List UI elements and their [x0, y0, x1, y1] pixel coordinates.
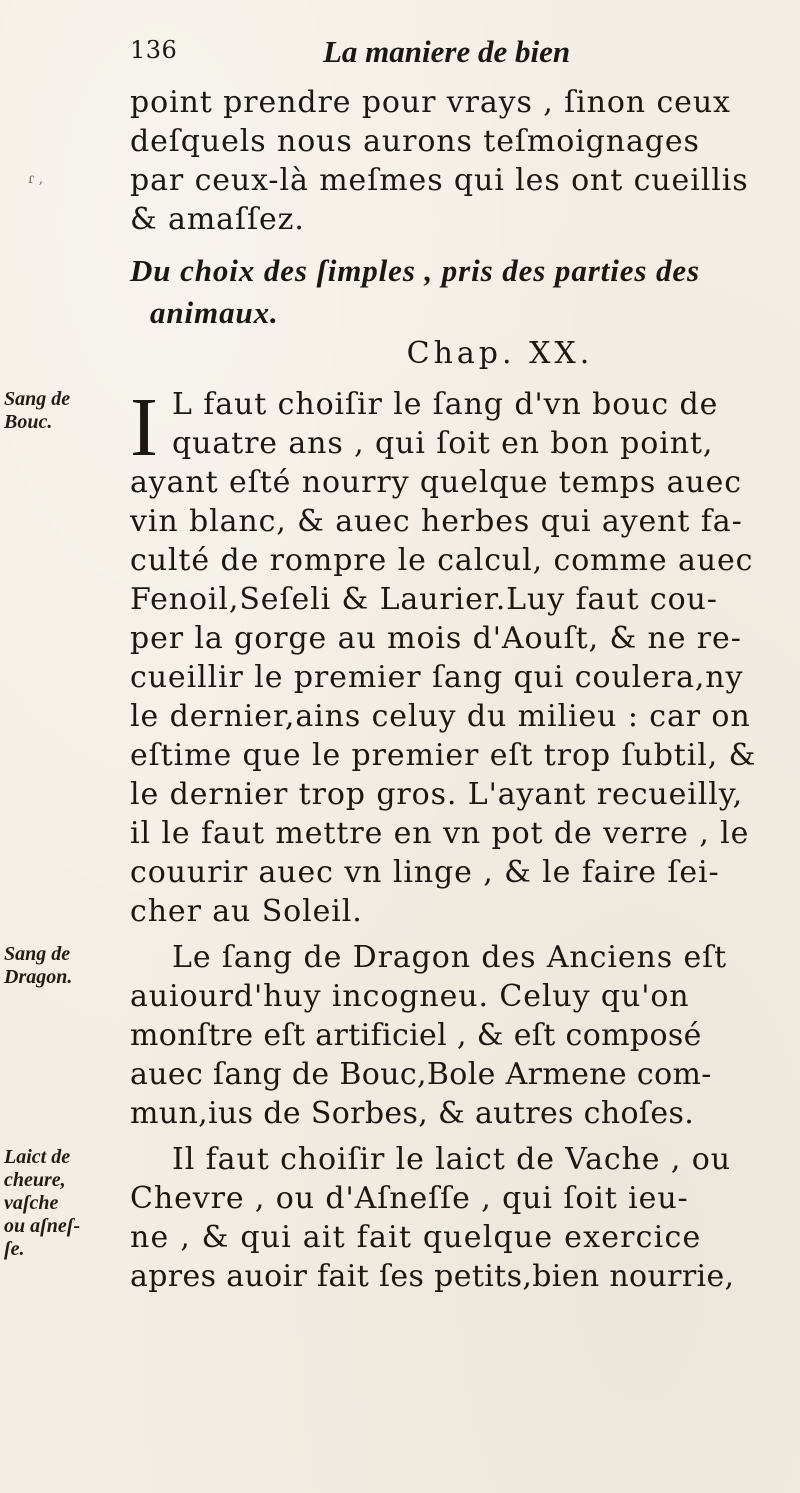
body-line: Le ſang de Dragon des Anciens eſt: [172, 940, 728, 975]
margin-note-line: Laict de: [4, 1146, 71, 1168]
body-line: eſtime que le premier eſt trop ſubtil, &: [130, 738, 757, 773]
section-title-line: Du choix des ſimples , pris des parties des: [130, 253, 700, 288]
running-head: [130, 28, 780, 74]
body-line: apres auoir fait ſes petits,bien nourrie,: [130, 1259, 735, 1294]
body-line: quatre ans , qui ſoit en bon point,: [172, 426, 714, 461]
margin-note-line: Bouc.: [4, 411, 53, 433]
body-line: Fenoil,Seſeli & Laurier.Luy faut cou-: [130, 582, 718, 617]
drop-cap: I: [130, 381, 158, 474]
margin-note-laict: [4, 1146, 124, 1261]
body-line: vin blanc, & auec herbes qui ayent fa-: [130, 504, 743, 539]
page-number: 136: [130, 36, 178, 64]
body-line: couurir auec vn linge , & le faire ſei-: [130, 855, 720, 890]
margin-note-line: Dragon.: [4, 966, 73, 988]
body-line: monſtre eſt artificiel , & eſt composé: [130, 1018, 702, 1053]
body-line: cueillir le premier ſang qui coulera,ny: [130, 660, 744, 695]
chapter-heading: Chap. XX.: [406, 336, 594, 371]
body-line: auec ſang de Bouc,Bole Armene com-: [130, 1057, 712, 1092]
margin-note-sang-de-bouc: [4, 388, 124, 434]
body-line: mun,ius de Sorbes, & autres choſes.: [130, 1096, 695, 1131]
margin-note-line: ſe.: [4, 1238, 25, 1260]
margin-note-line: Sang de: [4, 943, 71, 965]
body-line: ne , & qui ait fait quelque exercice: [130, 1220, 702, 1255]
body-line: culté de rompre le calcul, comme auec: [130, 543, 754, 578]
body-line: cher au Soleil.: [130, 894, 363, 929]
body-line: ayant eſté nourry quelque temps auec: [130, 465, 742, 500]
body-line: per la gorge au mois d'Aouſt, & ne re-: [130, 621, 742, 656]
body-line: Il faut choiſir le laict de Vache , ou: [172, 1142, 731, 1177]
body-line: L faut choiſir le ſang d'vn bouc de: [172, 387, 719, 422]
margin-note-sang-de-dragon: [4, 943, 124, 989]
body-line: point prendre pour vrays , ſinon ceux: [130, 85, 731, 120]
stray-mark: ɾ ,: [28, 171, 44, 187]
body-line: deſquels nous aurons teſmoignages: [130, 124, 700, 159]
body-line: auiourd'huy incogneu. Celuy qu'on: [130, 979, 690, 1014]
body-line: par ceux-là meſmes qui les ont cueillis: [130, 163, 749, 198]
running-title: La maniere de bien: [323, 34, 571, 69]
body-line: le dernier trop gros. L'ayant recueilly,: [130, 777, 744, 812]
section-title-line: animaux.: [150, 295, 279, 330]
margin-note-line: Sang de: [4, 388, 71, 410]
margin-note-line: cheure,: [4, 1169, 66, 1191]
body-line: le dernier,ains celuy du milieu : car on: [130, 699, 751, 734]
body-line: il le faut mettre en vn pot de verre , le: [130, 816, 750, 851]
margin-note-line: vaſche: [4, 1192, 59, 1214]
body-line: Chevre , ou d'Aſneſſe , qui ſoit ieu-: [130, 1181, 689, 1216]
margin-note-line: ou aſneſ-: [4, 1215, 81, 1237]
body-line: & amaſſez.: [130, 202, 305, 237]
